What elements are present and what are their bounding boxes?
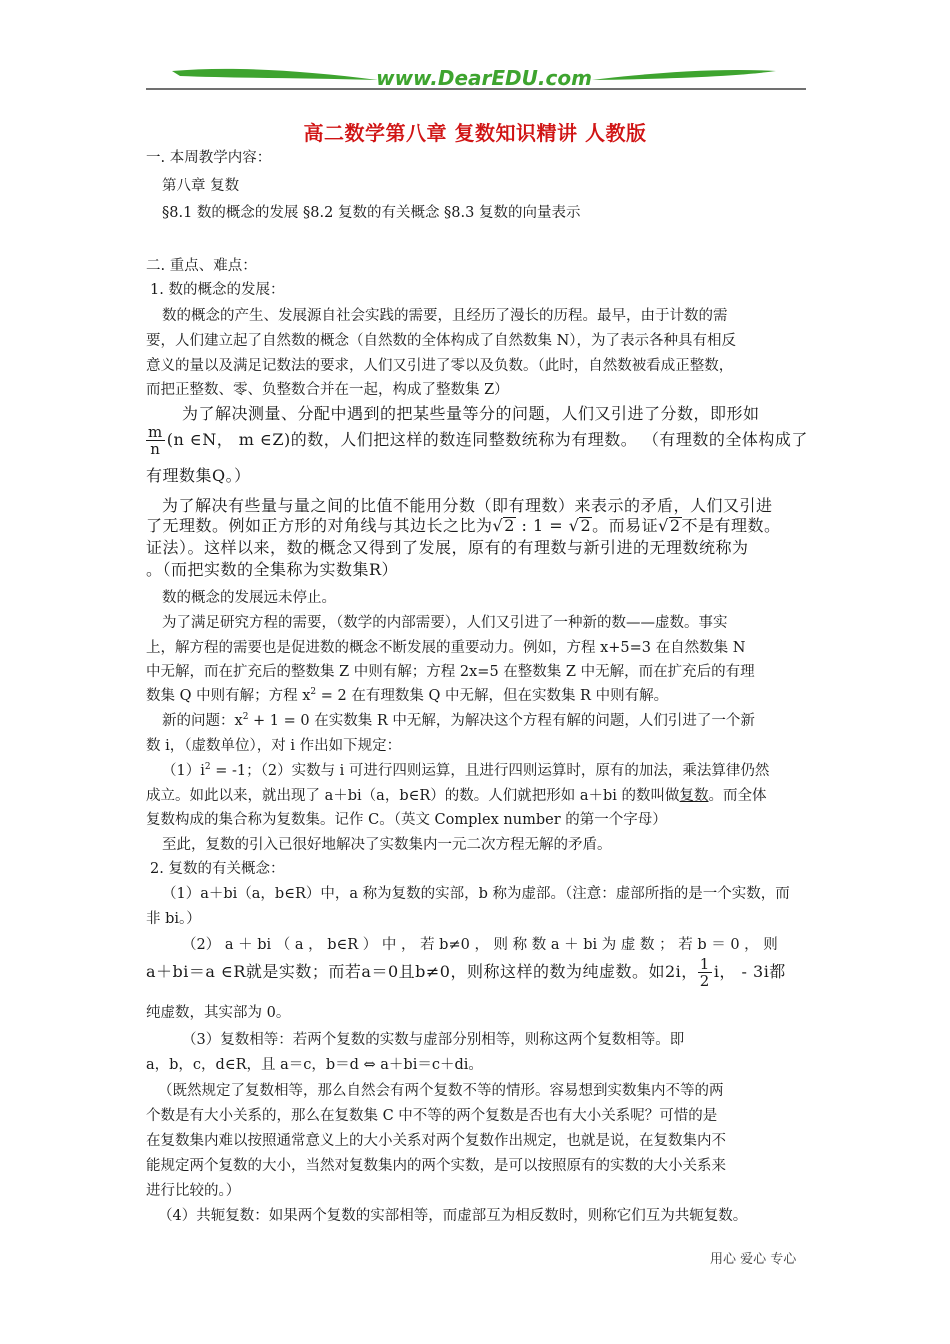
c3b-line4: 能规定两个复数的大小，当然对复数集内的两个实数，是可以按照原有的实数的大小关系来 [146,1158,726,1174]
chapter-line: 第八章 复数 [162,178,240,194]
page-header [0,0,950,100]
c3-line1: （3）复数相等：若两个复数的实数与虚部分别相等，则称这两个复数相等。即 [182,1032,685,1048]
p5-line3: 中无解，而在扩充后的整数集 Z 中则有解；方程 2x=5 在整数集 Z 中无解，而在扩充后的有理 [146,664,755,680]
p6-line2: 数 i，（虚数单位），对 i 作出如下规定： [146,738,402,754]
c3b-line2: 个数是有大小关系的，那么在复数集 C 中不等的两个复数是否也有大小关系呢？可惜的是 [146,1108,718,1124]
c2-line3: 纯虚数，其实部为 0。 [146,1005,291,1021]
subsection1-heading: 1. 数的概念的发展： [150,282,285,298]
c3b-line1: （既然规定了复数相等，那么自然会有两个复数不等的情形。容易想到实数集内不等的两 [158,1083,724,1099]
p3-line2-a: 了无理数。例如正方形的对角线与其边长之比为 [146,516,493,535]
c2-line1: （2） a ＋ bi （ a ， b∈R ） 中 ， 若 b≠0 ， 则 称 数 a ＋ bi 为 虚 数 ； 若 b ＝ 0 ， 则 [182,937,778,953]
right-swoosh [592,70,776,80]
page-title: 高二数学第八章 复数知识精讲 人教版 [303,121,647,145]
p7-line2: 成立。如此以来，就出现了 a＋bi（a，b∈R）的数。人们就把形如 a＋bi 的数叫做复数。而全体 [146,788,767,804]
ratio-text: : 1 = [515,516,569,535]
c2-line2: a＋bi＝a ∈R就是实数；而若a＝0且b≠0，则称这样的数为纯虚数。如2i， $\frac{1}{2}$ i， - 3i都 [146,955,786,990]
p3-line1: 为了解决有些量与量之间的比值不能用分数（即有理数）来表示的矛盾，人们又引进 [162,496,773,515]
p8-line: 至此，复数的引入已很好地解决了实数集内一元二次方程无解的矛盾。 [162,837,612,853]
page-footer: 用心 爱心 专心 [710,1252,797,1267]
section2-heading: 二. 重点、难点： [146,258,257,274]
p7-line3: 复数构成的集合称为复数集。记作 C。（英文 Complex number 的第一个字母） [146,812,667,828]
p2-line1: 为了解决测量、分配中遇到的把某些量等分的问题，人们又引进了分数，即形如 [182,404,760,423]
logo-text: www.DearEDU.com [376,66,592,90]
p3-line4: 。（而把实数的全集称为实数集R） [146,560,399,579]
fraction-one-half: $\frac{1}{2}$ [699,955,710,990]
p1-line1: 数的概念的产生、发展源自社会实践的需要，且经历了漫长的历程。最早，由于计数的需 [162,308,728,324]
sections-line: §8.1 数的概念的发展 §8.2 复数的有关概念 §8.3 复数的向量表示 [162,205,581,221]
c1-line1: （1）a＋bi（a，b∈R）中，a 称为复数的实部，b 称为虚部。（注意：虚部所指的是一个实数，而 [162,886,790,902]
c4-line: （4）共轭复数：如果两个复数的实部相等，而虚部互为相反数时，则称它们互为共轭复数。 [158,1208,748,1224]
p5-line1: 为了满足研究方程的需要，（数学的内部需要），人们又引进了一种新的数——虚数。事实 [162,615,728,631]
p6-line1: 新的问题：$x^2 + 1 = 0$ 在实数集 R 中无解，为解决这个方程有解的问题，人们引进了一个新 [162,712,755,729]
subsection2-heading: 2. 复数的有关概念： [150,861,285,877]
p2-line2 [146,424,808,457]
p3-line2-d: 不是有理数。 [681,516,781,535]
p2-line2-rest: 的数，人们把这样的数连同整数统称为有理数。 （有理数的全体构成了 [290,430,808,449]
term-complex-number: 复数 [679,788,709,804]
p4-line: 数的概念的发展远未停止。 [162,590,336,606]
p5-line2: 上，解方程的需要也是促进数的概念不断发展的重要动力。例如，方程 x+5=3 在自然数集 N [146,640,746,656]
section1-heading: 一. 本周教学内容： [146,150,272,166]
c1-line2: 非 bi。） [146,911,201,927]
p3-line2-c: 。而易证 [592,516,659,535]
fraction-m-n [146,424,165,457]
p2-line3: 有理数集Q。） [146,466,251,485]
p3-line2 [146,516,781,536]
c3b-line3: 在复数集内难以按照通常意义上的大小关系对两个复数作出规定，也就是说，在复数集内不 [146,1133,726,1149]
left-swoosh [172,69,378,80]
p5-line4: 数集 Q 中则有解；方程 $x^2 = 2$ 在有理数集 Q 中无解，但在实数集 R 中则有解。 [146,687,669,704]
sqrt-3: √2 [658,516,681,535]
sqrt-2: √2 [568,516,592,535]
p7-line1: $(1)i^2 = -1$；（2）实数与 i 可进行四则运算，且进行四则运算时，原有的加法，乘法算律仍然 [162,762,770,779]
p1-line3: 意义的量以及满足记数法的要求，人们又引进了零以及负数。（此时，自然数被看成正整数， [146,358,734,374]
header-logo-graphic [0,0,950,100]
fraction-numerator: m [148,423,163,441]
fraction-condition: (n ∈N， m ∈Z) [166,430,291,449]
c3b-line5: 进行比较的。） [146,1183,241,1199]
p1-line2: 要，人们建立起了自然数的概念（自然数的全体构成了自然数集 N），为了表示各种具有相反 [146,333,737,349]
sqrt-1: √2 [492,516,515,535]
fraction-denominator: n [150,440,161,458]
p1-line4: 而把正整数、零、负整数合并在一起，构成了整数集 Z） [146,382,509,398]
p3-line3: 证法）。这样以来，数的概念又得到了发展，原有的有理数与新引进的无理数统称为 [146,538,749,557]
c3-line2: a，b，c，d∈R，且 a＝c，b＝d ⇔ a＋bi＝c＋di。 [146,1057,483,1073]
